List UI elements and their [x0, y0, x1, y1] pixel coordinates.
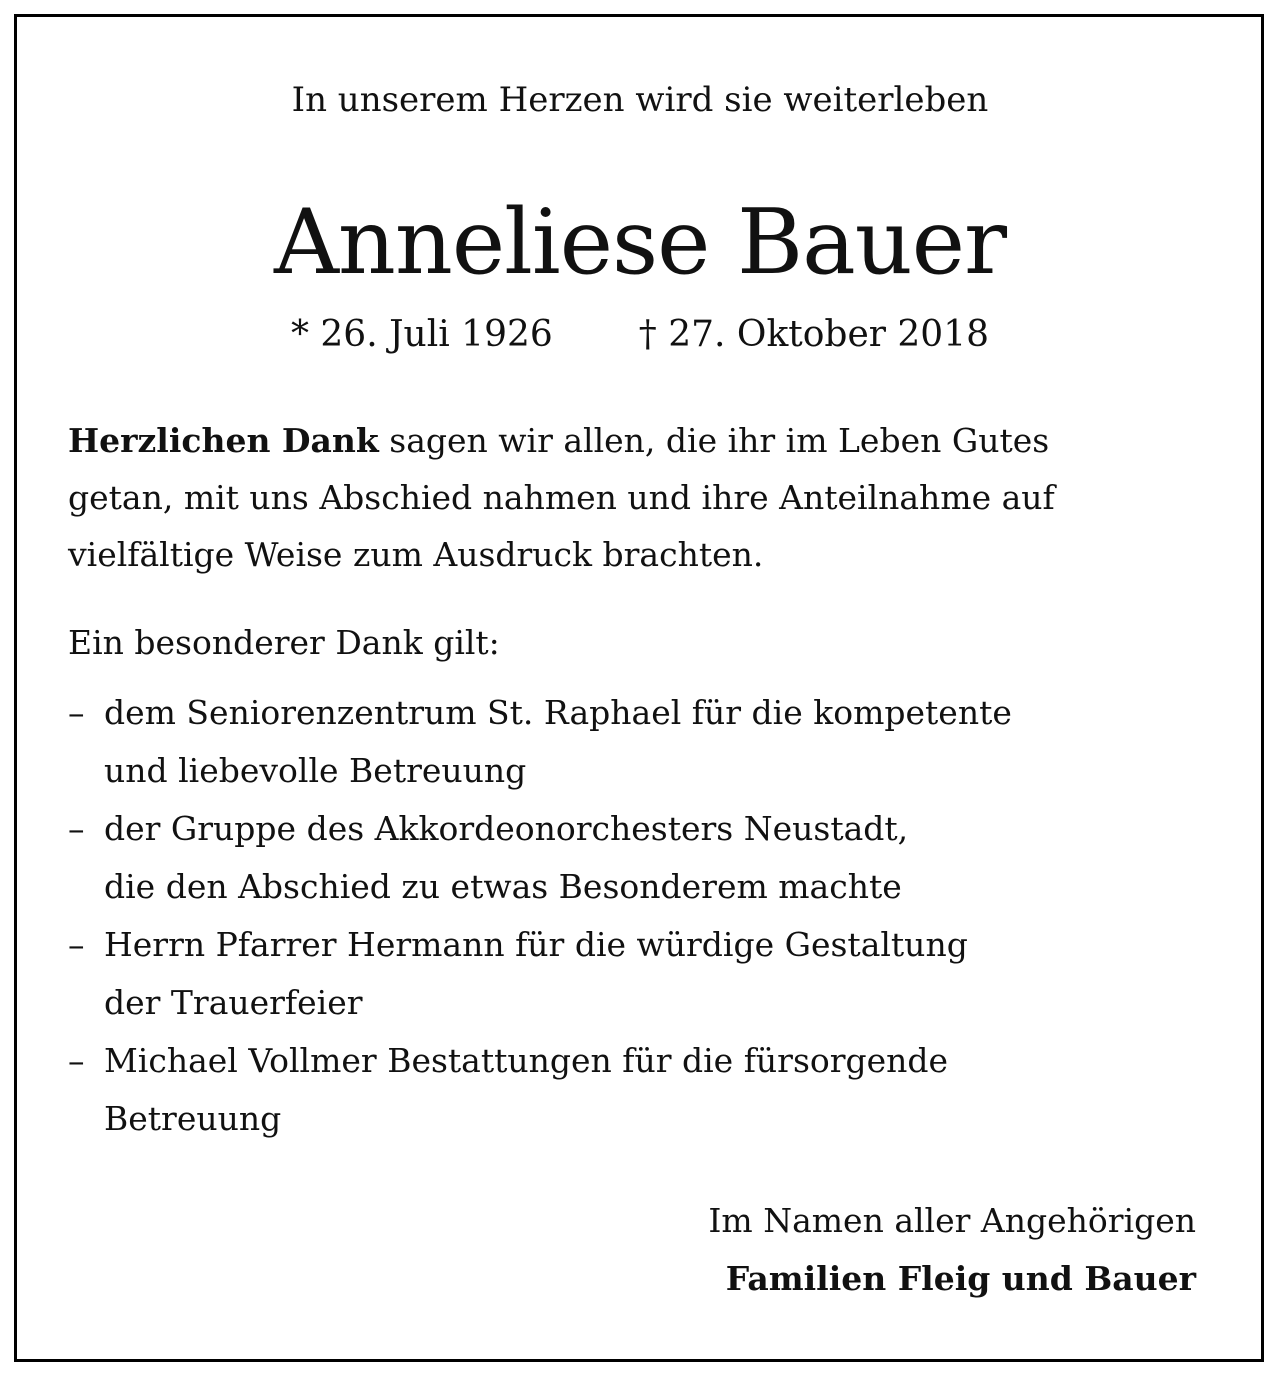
closing-intro: Im Namen aller Angehörigen — [708, 1201, 1196, 1240]
thanks-paragraph — [68, 412, 1198, 583]
list-item-line-1: der Gruppe des Akkordeonorchesters Neustadt, — [104, 809, 909, 848]
special-thanks-list — [68, 684, 1188, 1148]
list-item-line-2: und liebevolle Betreuung — [104, 751, 527, 790]
thanks-line-1 — [68, 421, 1049, 460]
dash-marker: – — [68, 925, 85, 964]
list-item-line-2: die den Abschied zu etwas Besonderem machte — [104, 867, 902, 906]
dash-marker: – — [68, 693, 85, 732]
thanks-bold: Herzlichen Dank — [68, 421, 379, 460]
list-item — [68, 684, 1188, 800]
list-item-line-1: Herrn Pfarrer Hermann für die würdige Gestaltung — [104, 925, 968, 964]
list-item-line-1: dem Seniorenzentrum St. Raphael für die kompetente — [104, 693, 1012, 732]
family-names: Familien Fleig und Bauer — [725, 1259, 1196, 1298]
list-item — [68, 1032, 1188, 1148]
list-item — [68, 916, 1188, 1032]
death-date: † 27. Oktober 2018 — [638, 314, 990, 355]
dash-marker: – — [68, 809, 85, 848]
dash-marker: – — [68, 1041, 85, 1080]
special-thanks-heading: Ein besonderer Dank gilt: — [68, 623, 500, 662]
motto: In unserem Herzen wird sie weiterleben — [291, 80, 989, 120]
list-item-line-1: Michael Vollmer Bestattungen für die fürsorgende — [104, 1041, 949, 1080]
closing-signature — [708, 1192, 1196, 1308]
birth-date: * 26. Juli 1926 — [290, 314, 553, 355]
thanks-line-2: getan, mit uns Abschied nahmen und ihre Anteilnahme auf — [68, 478, 1055, 517]
thanks-line-1-rest: sagen wir allen, die ihr im Leben Gutes — [378, 421, 1050, 460]
life-dates — [0, 312, 1280, 358]
list-item — [68, 800, 1188, 916]
list-item-line-2: Betreuung — [104, 1099, 282, 1138]
list-item-line-2: der Trauerfeier — [104, 983, 363, 1022]
thanks-line-3: vielfältige Weise zum Ausdruck brachten. — [68, 535, 764, 574]
deceased-name: Anneliese Bauer — [273, 190, 1007, 295]
